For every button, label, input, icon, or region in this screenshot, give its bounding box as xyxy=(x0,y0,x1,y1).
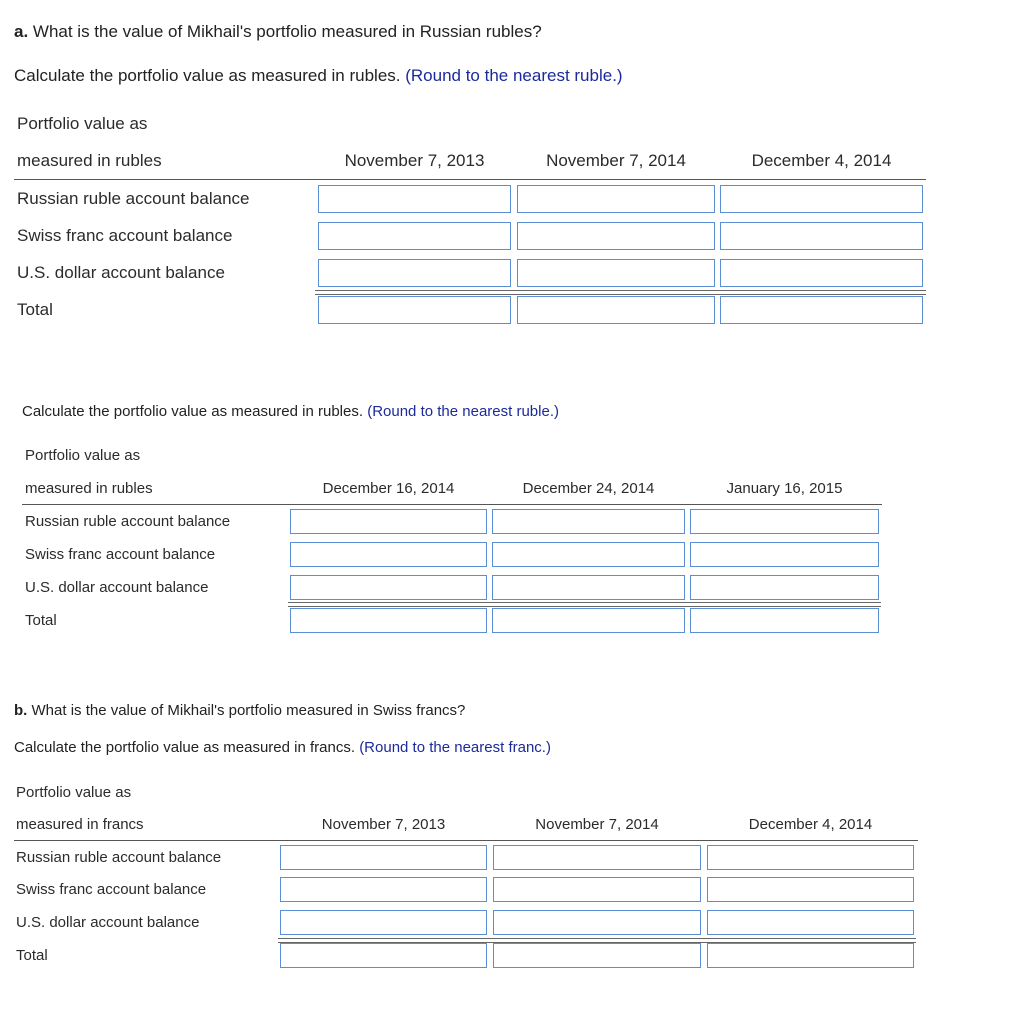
row-label-franc-balance: Swiss franc account balance xyxy=(16,881,207,898)
input-a2-ruble-col2[interactable] xyxy=(492,509,685,534)
input-a2-franc-col3[interactable] xyxy=(690,542,879,567)
instruction-a1-text: Calculate the portfolio value as measured in rubles. xyxy=(14,66,401,85)
total-double-rule xyxy=(288,602,881,607)
input-b-franc-col1[interactable] xyxy=(280,877,487,902)
instruction-b-text: Calculate the portfolio value as measured in francs. xyxy=(14,739,356,756)
input-b-franc-col3[interactable] xyxy=(707,877,914,902)
input-a2-ruble-col3[interactable] xyxy=(690,509,879,534)
column-header-date-1: November 7, 2013 xyxy=(321,816,446,833)
instruction-a1-hint: (Round to the nearest ruble.) xyxy=(405,66,623,85)
row-label-ruble-balance: Russian ruble account balance xyxy=(25,513,231,530)
input-b-dollar-col1[interactable] xyxy=(280,910,487,935)
input-a1-franc-col1[interactable] xyxy=(318,222,511,250)
table-header-label-line1: Portfolio value as xyxy=(16,784,132,801)
input-a2-franc-col2[interactable] xyxy=(492,542,685,567)
input-a1-total-col2[interactable] xyxy=(517,296,715,324)
portfolio-table-b xyxy=(14,781,918,976)
input-b-total-col2[interactable] xyxy=(493,943,701,968)
instruction-b-hint: (Round to the nearest franc.) xyxy=(359,739,551,756)
column-header-date-3: January 16, 2015 xyxy=(726,480,843,497)
row-label-franc-balance: Swiss franc account balance xyxy=(17,226,233,245)
question-a xyxy=(14,22,542,42)
instruction-b xyxy=(14,739,551,756)
instruction-a2-text: Calculate the portfolio value as measured in rubles. xyxy=(22,403,364,420)
input-b-dollar-col2[interactable] xyxy=(493,910,701,935)
input-a2-dollar-col2[interactable] xyxy=(492,575,685,600)
instruction-a2 xyxy=(22,403,559,420)
input-b-franc-col2[interactable] xyxy=(493,877,701,902)
total-double-rule xyxy=(315,290,926,295)
table-header-label-line2: measured in rubles xyxy=(17,151,162,170)
question-b-letter: b. xyxy=(14,702,28,719)
input-a2-total-col3[interactable] xyxy=(690,608,879,633)
input-a1-dollar-col2[interactable] xyxy=(517,259,715,287)
input-a1-total-col1[interactable] xyxy=(318,296,511,324)
column-header-date-2: November 7, 2014 xyxy=(535,816,659,833)
question-a-letter: a. xyxy=(14,22,29,41)
input-a2-dollar-col3[interactable] xyxy=(690,575,879,600)
header-rule xyxy=(14,840,918,841)
portfolio-table-a1 xyxy=(14,110,926,330)
question-b-text: What is the value of Mikhail's portfolio measured in Swiss francs? xyxy=(27,702,466,719)
row-label-ruble-balance: Russian ruble account balance xyxy=(17,189,250,208)
column-header-date-1: December 16, 2014 xyxy=(322,480,455,497)
input-a2-dollar-col1[interactable] xyxy=(290,575,487,600)
input-b-total-col1[interactable] xyxy=(280,943,487,968)
input-a1-franc-col2[interactable] xyxy=(517,222,715,250)
instruction-a1 xyxy=(14,66,623,86)
input-a1-ruble-col3[interactable] xyxy=(720,185,923,213)
input-a2-total-col1[interactable] xyxy=(290,608,487,633)
question-a-text: What is the value of Mikhail's portfolio measured in Russian rubles? xyxy=(28,22,542,41)
input-a1-ruble-col2[interactable] xyxy=(517,185,715,213)
input-a2-ruble-col1[interactable] xyxy=(290,509,487,534)
input-b-total-col3[interactable] xyxy=(707,943,914,968)
question-b xyxy=(14,702,465,719)
column-header-date-3: December 4, 2014 xyxy=(751,151,892,170)
row-label-total: Total xyxy=(25,612,57,629)
table-header-label-line2: measured in francs xyxy=(16,816,144,833)
row-label-dollar-balance: U.S. dollar account balance xyxy=(16,914,200,931)
table-header-label-line2: measured in rubles xyxy=(25,480,153,497)
input-b-ruble-col1[interactable] xyxy=(280,845,487,870)
header-rule xyxy=(14,179,926,180)
input-a1-franc-col3[interactable] xyxy=(720,222,923,250)
row-label-total: Total xyxy=(17,300,53,319)
input-b-dollar-col3[interactable] xyxy=(707,910,914,935)
header-rule xyxy=(22,504,882,505)
row-label-dollar-balance: U.S. dollar account balance xyxy=(25,579,209,596)
input-a1-dollar-col1[interactable] xyxy=(318,259,511,287)
input-a2-franc-col1[interactable] xyxy=(290,542,487,567)
row-label-ruble-balance: Russian ruble account balance xyxy=(16,849,222,866)
table-header-label-line1: Portfolio value as xyxy=(17,114,148,133)
input-b-ruble-col2[interactable] xyxy=(493,845,701,870)
column-header-date-2: November 7, 2014 xyxy=(546,151,686,170)
input-a1-dollar-col3[interactable] xyxy=(720,259,923,287)
input-a1-ruble-col1[interactable] xyxy=(318,185,511,213)
input-a2-total-col2[interactable] xyxy=(492,608,685,633)
column-header-date-1: November 7, 2013 xyxy=(344,151,485,170)
input-b-ruble-col3[interactable] xyxy=(707,845,914,870)
portfolio-table-a2 xyxy=(22,444,882,639)
table-header-label-line1: Portfolio value as xyxy=(25,447,141,464)
input-a1-total-col3[interactable] xyxy=(720,296,923,324)
column-header-date-2: December 24, 2014 xyxy=(522,480,655,497)
column-header-date-3: December 4, 2014 xyxy=(748,816,873,833)
row-label-franc-balance: Swiss franc account balance xyxy=(25,546,216,563)
row-label-dollar-balance: U.S. dollar account balance xyxy=(17,263,225,282)
row-label-total: Total xyxy=(16,947,48,964)
instruction-a2-hint: (Round to the nearest ruble.) xyxy=(367,403,559,420)
